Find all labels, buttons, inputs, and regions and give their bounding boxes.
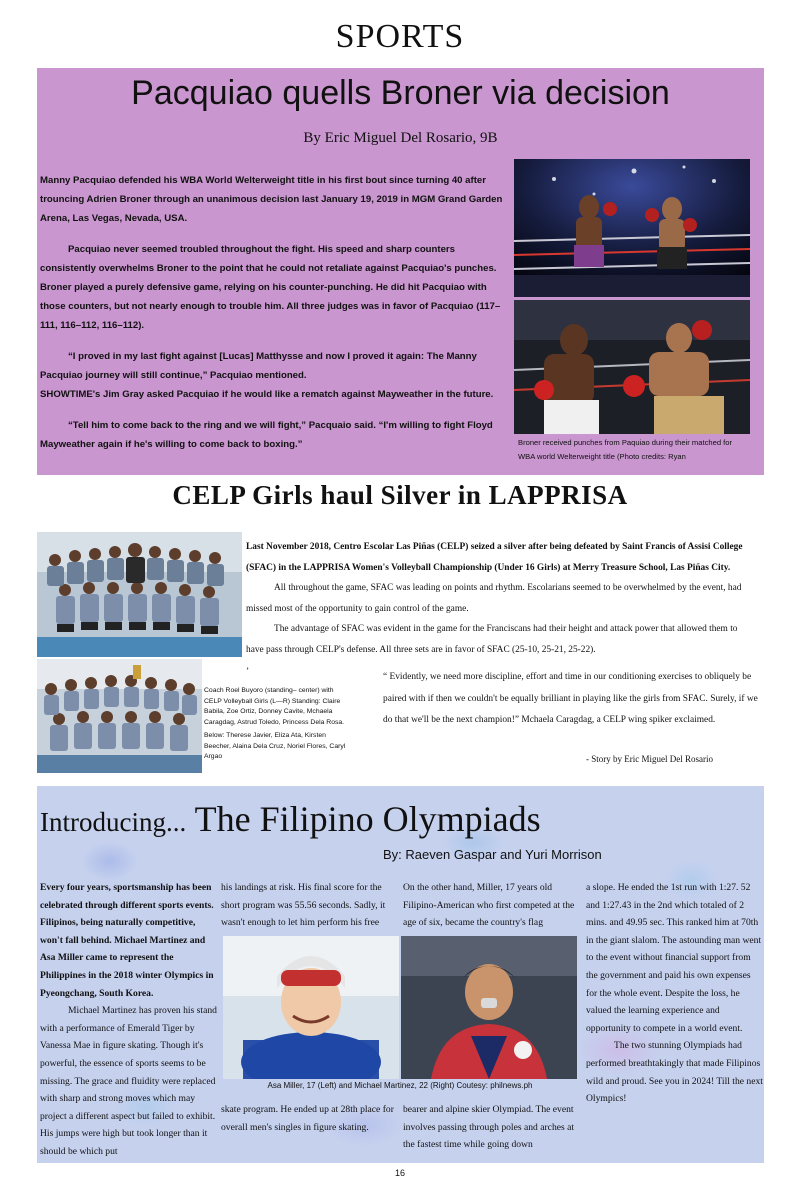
article-byline: By Eric Miguel Del Rosario, 9B	[303, 130, 498, 146]
paragraph: The advantage of SFAC was evident in the game for the Franciscans had their height and attack power that allowed them to have pass through CELP's defense. All three sets are in favor of SFAC (25-10, 25-21, 25-22).	[246, 624, 738, 655]
photo-caption: Asa Miller, 17 (Left) and Michael Martinez, 22 (Right) Coutesy: philnews.ph	[267, 1081, 533, 1090]
text-column: skate program. He ended up at 28th place for overall men's singles in figure skating.	[221, 1104, 394, 1133]
article-byline: By: Raeven Gaspar and Yuri Morrison	[383, 847, 602, 862]
paragraph: “Tell him to come back to the ring and we will fight,” Pacquaio said. “I'm willing to fight Floyd Mayweather again if he's willing to come back to boxing.”	[40, 420, 493, 450]
boxing-photo-bottom	[514, 300, 750, 434]
article-olympiads	[37, 786, 764, 1163]
article-title: Pacquiao quells Broner via decision	[131, 74, 670, 112]
text-column: On the other hand, Miller, 17 years old Filipino-American who first competed at the age of six, became the country's flag	[403, 882, 575, 929]
text-column	[586, 879, 764, 1108]
paragraph: All throughout the game, SFAC was leading on points and rhythm. Escolarians seemed to be overwhelmed by the event, had missed most of the opportunity to gain control of the game.	[246, 583, 742, 614]
photo-caption	[204, 686, 350, 766]
skater-portrait-photo	[401, 936, 577, 1079]
stray-apostrophe: ’	[246, 667, 250, 677]
paragraph: Every four years, sportsmanship has been celebrated through different sports events. Filipinos, being naturally competitive, won't fall behind. Michael Martinez and Asa Miller came to represent the Philippines in the 2018 winter Olympics in Pyeongchang, South Korea.	[40, 882, 214, 999]
article-title: CELP Girls haul Silver in LAPPRISA	[172, 480, 628, 510]
paragraph: SHOWTIME's Jim Gray asked Pacquiao if he would like a rematch against Mayweather in the future.	[40, 389, 494, 400]
text-column: bearer and alpine skier Olympiad. The event involves passing through poles and arches at the fastest time while going down	[403, 1104, 575, 1151]
photo-caption: Broner received punches from Paquiao during their matched for WBA world Welterweight title (Photo credits: Ryan	[518, 438, 733, 461]
title-prefix: Introducing...	[40, 807, 187, 837]
article-title	[40, 798, 541, 840]
text-column	[40, 879, 218, 1161]
paragraph: Last November 2018, Centro Escolar Las Piñas (CELP) seized a silver after being defeated by Saint Francis of Assisi College (SFAC) in the LAPPRISA Women's Volleyball Championship (Under 16 Girls) at Merry Treasure School, Las Piñas City.	[246, 542, 743, 573]
volleyball-team-photo	[37, 532, 242, 657]
player-quote: “ Evidently, we need more discipline, effort and time in our conditioning exercises to obliquely be paired with if then we couldn't be equally brilliant in playing like the girls from SFAC. Surely, if we do that we'll be the next champion!” Mchaela Caragdag, a CELP wing spiker exclaimed.	[383, 672, 758, 725]
caption-line: Below: Therese Javier, Eliza Ata, Kirsten Beecher, Alaina Dela Cruz, Noriel Flores, Caryl Argao	[204, 732, 346, 760]
paragraph: The two stunning Olympiads had performed breathtakingly that made Filipinos wild and proud. See you in 2024! Till the next Olympics!	[586, 1040, 763, 1105]
article-boxing	[37, 68, 764, 475]
paragraph: “I proved in my last fight against [Lucas] Matthysse and now I proved it again: The Manny Pacquiao journey will still continue,” Pacquiao mentioned.	[40, 351, 477, 381]
paragraph: a slope. He ended the 1st run with 1:27. 52 and 1:27.43 in the 2nd which totaled of 2 mins. and 49.95 sec. This ranked him at 70th in the giant slalom. The astounding man went to the event without financial support from the government and paid his own expenses for the whole event. Despite the loss, he valued the learning experience and opportunity to compete in a world event.	[586, 882, 762, 1034]
paragraph: Michael Martinez has proven his stand with a performance of Emerald Tiger by Vanessa Mae in figure skating. Though it's powerful, the essence of sports seems to be missing. The grace and fluidity were replaced with sharp and strong moves which may project a different aspect but failed to exhibit. His jumps were high but took longer than it should be which put	[40, 1005, 217, 1157]
boxing-photo-top	[514, 159, 750, 297]
paragraph: Manny Pacquiao defended his WBA World Welterweight title in his first bout since turning 40 after trouncing Adrien Broner through an unanimous decision last January 19, 2019 in MGM Grand Garden Arena, Las Vegas, Nevada, USA.	[40, 175, 503, 224]
volleyball-celebration-photo	[37, 659, 202, 773]
story-credit: - Story by Eric Miguel Del Rosario	[586, 754, 713, 764]
caption-line: Coach Roel Buyoro (standing– center) with CELP Volleyball Girls (L—R) Standing: Claire Babila, Zoe Ortiz, Donney Cavite, Mchaela Caragdag, Astrud Toledo, Princess Dela Rosa.	[204, 687, 345, 726]
title-main: The Filipino Olympiads	[194, 799, 541, 839]
section-title: SPORTS	[335, 18, 465, 55]
text-column: his landings at risk. His final score for the short program was 55.56 seconds. Sadly, it wasn't enough to let him perform his free	[221, 882, 386, 929]
article-body	[246, 537, 756, 660]
page-number: 16	[394, 1168, 405, 1178]
paragraph: Pacquiao never seemed troubled throughout the fight. His speed and sharp counters consistently overwhelms Broner to the point that he could not retaliate against Pacquiao's punches. Broner played a purely defensive game, relying on his counter-punching. He did hit Pacquiao with those counters, but not nearly enough to trouble him. All three judges was in favor of Pacquiao (117–111, 116–112, 116–112).	[40, 244, 501, 331]
article-body	[40, 171, 510, 466]
skier-portrait-photo	[223, 936, 399, 1079]
